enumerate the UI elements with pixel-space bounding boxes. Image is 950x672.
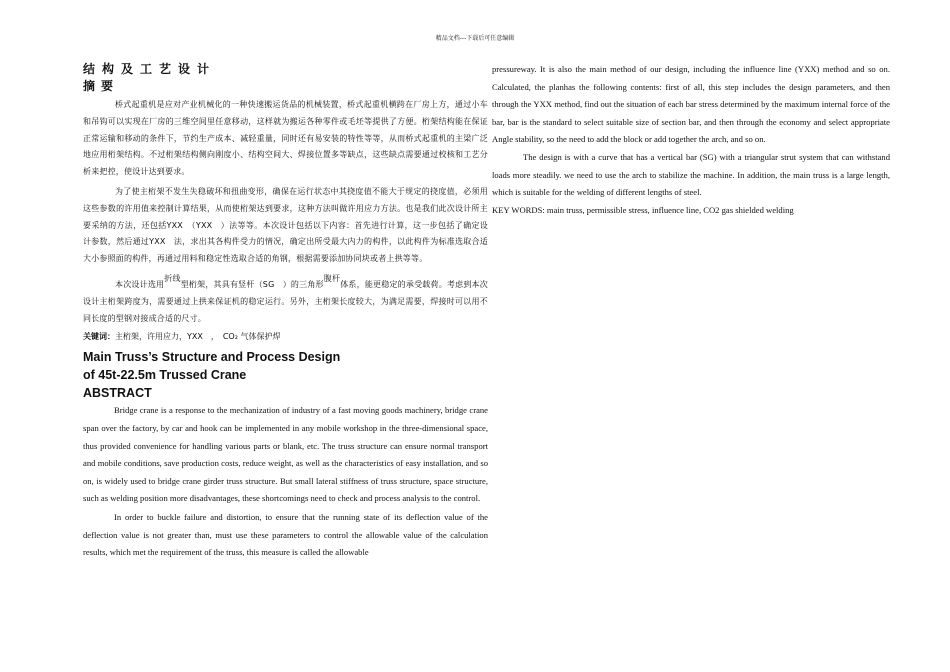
paragraph-3-part-b: 型桁架，其具有竖杆（SG ）的三角形 bbox=[180, 279, 324, 289]
chinese-abstract-heading: 摘要 bbox=[83, 79, 120, 93]
page-header: 精品文档---下载后可任意编辑 bbox=[435, 35, 515, 42]
left-column bbox=[83, 62, 488, 562]
english-keywords-label: KEY WORDS: bbox=[492, 204, 545, 215]
paragraph-3-part-a: 本次设计选用 bbox=[115, 279, 165, 289]
chinese-keywords-label: 关键词： bbox=[83, 332, 115, 342]
superscript-annotation-broken-line: 折线 bbox=[164, 273, 181, 283]
chinese-keywords bbox=[83, 329, 488, 344]
superscript-annotation-web-member: 腹杆 bbox=[323, 273, 341, 283]
english-abstract-heading: ABSTRACT bbox=[83, 386, 152, 401]
chinese-abstract-paragraph-2: 为了使主桁架不发生失稳破坏和扭曲变形，确保在运行状态中其挠度值不能大于规定的挠度值，必须用这些参数的许用值来控制计算结果，从而使桁架达到要求，这种方法叫做许用应力方法。也是我们此次设计所主要采纳的方法，还包括YXX （YXX ）法等等。本次设计包括以下内容：首先进行计算，这一步包括了确定设计参数，然后通过YXX 法，求出其各构件受力的情况，确定出所受最大内力的构件，以此构件为标准选取合适大小参照面的构件，再通过用料和稳定性选取合适的角钢，根据需要添加协同块或者上拱等等。 bbox=[83, 186, 488, 264]
english-abstract-paragraph-3: The design is with a curve that has a vertical bar (SG) with a triangular strut system that can withstand loads more steadily. we need to use the arch to stabilize the machine. In addition, the main truss is a large length, which is suitable for the welding of different lengths of steel. bbox=[492, 151, 890, 198]
chinese-title: 结构及工艺设计 bbox=[83, 62, 217, 76]
right-column bbox=[492, 61, 890, 219]
english-abstract-paragraph-2-start: In order to buckle failure and distortion, to ensure that the running state of its deflection value of the deflection value is not greater than, must use these parameters to control the allowable value of the calculation results, which met the requirement of the truss, this measure is called the allowable bbox=[83, 511, 488, 558]
chinese-abstract-paragraph-3 bbox=[83, 271, 488, 327]
english-title-line-1: Main Truss’s Structure and Process Design bbox=[83, 350, 341, 365]
english-keywords-list: main truss, permissible stress, influence line, CO2 gas shielded welding bbox=[544, 204, 794, 215]
english-title-line-2: of 45t-22.5m Trussed Crane bbox=[83, 368, 247, 383]
chinese-keywords-list: 主桁架，许用应力，YXX ， CO₂ 气体保护焊 bbox=[115, 332, 281, 342]
english-abstract-paragraph-2-continued: pressureway. It is also the main method of our design, including the influence line (YXX) method and so on. Calculated, the planhas the following contents: first of all, this step includes the design parameters, and then through the YXX method, find out the situation of each bar stress determined by the maximum internal force of the bar, bar is the standard to select suitable size of section bar, and then through the economy and select appropriate Angle stability, so the need to add the block or add together the arch, and so on. bbox=[492, 64, 890, 145]
english-abstract-paragraph-1: Bridge crane is a response to the mechanization of industry of a fast moving goods machinery, bridge crane span over the factory, by car and hook can be implemented in any mobile workshop in the three-dimensional space, thus provided convenience for handling various parts or blank, etc. The truss structure can ensure normal transport and mobile conditions, save production costs, reduce weight, as well as the characteristics of easy installation, and so on, is widely used to bridge crane girder truss structure. But small lateral stiffness of truss structure, space structure, such as welding position more disadvantages, these shortcomings need to check and process analysis to the control. bbox=[83, 405, 488, 504]
chinese-abstract-paragraph-1: 桥式起重机是应对产业机械化的一种快速搬运货品的机械装置，桥式起重机横跨在厂房上方，通过小车和吊钩可以实现在厂房的三维空间里任意移动，这样就为搬运各种零件或毛坯等提供了方便。桁架结构能在保证正常运输和移动的条件下，节约生产成本、减轻重量，同时还有易安装的特性等等，从而桥式起重机的主梁广泛地应用桁架结构。不过桁架结构侧向刚度小、结构空间大、焊接位置多等缺点，这些缺点需要通过校核和工艺分析来把控，使设计达到要求。 bbox=[83, 100, 488, 177]
english-keywords bbox=[492, 202, 890, 220]
paragraph-3-part-c: 体系，能更稳定的承受载荷。考虑到本次设计主桁架跨度为，需要通过上拱来保证机的稳定运行。另外，主桁架长度较大，为满足需要，焊接时可以用不同长度的型钢对接成合适的尺寸。 bbox=[83, 279, 488, 323]
